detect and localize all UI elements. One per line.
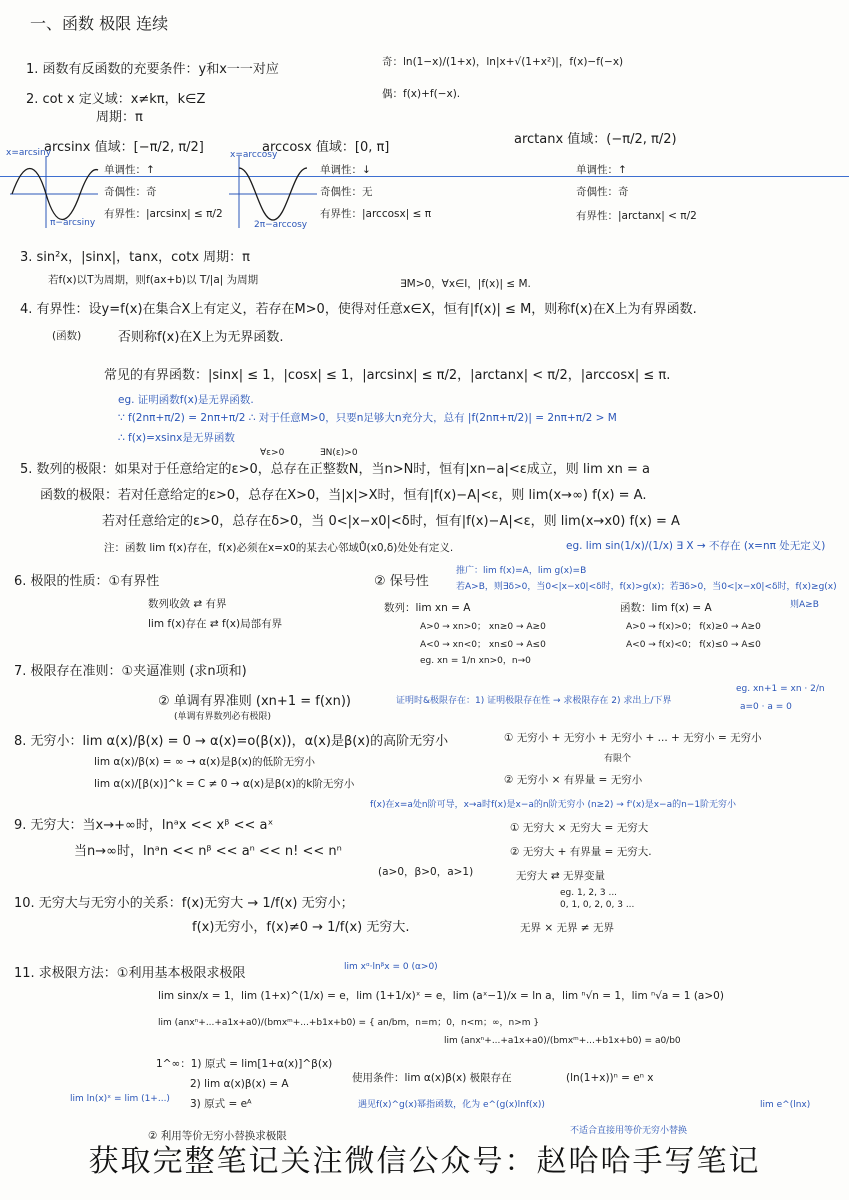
section-6-r2: A<0 → xn<0； xn≤0 → A≤0 [420, 640, 546, 650]
section-4-eg1: eg. 证明函数f(x)是无界函数. [118, 394, 254, 406]
section-1-odd: 奇：ln(1−x)/(1+x)，ln|x+√(1+x²)|，f(x)−f(−x) [382, 56, 624, 68]
section-4-eg3: ∴ f(x)=xsinx是无界函数 [118, 432, 235, 444]
section-11-remind: 遇见f(x)^g(x)幂指函数，化为 e^(g(x)lnf(x)) [358, 1100, 545, 1110]
section-5-seq: 5. 数列的极限：如果对于任意给定的ε>0，总存在正整数N，当n>N时，恒有|xn−a|<ε成立，则 lim xn = a [20, 462, 650, 477]
section-10-text: 10. 无穷大与无穷小的关系：f(x)无穷大 → 1/f(x) 无穷小； [14, 896, 354, 911]
arccos-parity: 奇偶性：无 [320, 186, 373, 198]
section-7-eg: eg. xn+1 = xn · 2/n [736, 684, 825, 694]
arctan-parity: 奇偶性：奇 [576, 186, 629, 198]
section-6-eg: eg. xn = 1/n xn>0，n→0 [420, 656, 531, 666]
section-6-r1: A>0 → xn>0； xn≥0 → A≥0 [420, 622, 546, 632]
section-8-note: f(x)在x=a处n阶可导，x→a时f(x)是x−a的n阶无穷小 (n≥2) → f'(x)是x−a的n−1阶无穷小 [370, 800, 737, 810]
section-6-func: lim f(x)存在 ⇄ f(x)局部有界 [148, 618, 283, 630]
section-11-left-note: lim ln(x)ˣ = lim (1+...) [70, 1094, 170, 1104]
section-1-text: 1. 函数有反函数的充要条件：y和x一一对应 [26, 62, 279, 77]
section-11-one2: 2) lim α(x)β(x) = A [190, 1078, 289, 1090]
section-3-sub: 若f(x)以T为周期，则f(ax+b)以 T/|a| 为周期 [48, 274, 259, 286]
section-10-right-eg2: 0, 1, 0, 2, 0, 3 ... [560, 900, 635, 910]
section-6-r3: A>0 → f(x)>0； f(x)≥0 → A≥0 [626, 622, 761, 632]
section-4-else: 否则称f(x)在X上为无界函数. [118, 330, 284, 345]
arccos-bound: 有界性：|arccosx| ≤ π [320, 208, 432, 220]
section-6-keep: ② 保号性 [374, 574, 429, 589]
section-9-cond: (a>0，β>0，a>1) [378, 866, 474, 878]
arcsin-graph-label2: π−arcsiny [50, 218, 96, 228]
section-5-note2: ∃N(ε)>0 [320, 448, 358, 458]
arcsin-range: arcsinx 值域：[−π/2, π/2] [44, 140, 204, 155]
section-10-l2: f(x)无穷小，f(x)≠0 → 1/f(x) 无穷大. [192, 920, 410, 935]
section-7-text: 7. 极限存在准则：①夹逼准则 (求n项和) [14, 664, 247, 679]
arccos-mono: 单调性：↓ [320, 164, 371, 176]
section-11-bottom: ② 利用等价无穷小替换求极限 [148, 1130, 287, 1142]
section-4-common: 常见的有界函数：|sinx| ≤ 1，|cosx| ≤ 1，|arcsinx| ≤ π/2，|arctanx| < π/2，|arccosx| ≤ π. [104, 368, 671, 383]
section-7-eg2: a=0 · a = 0 [740, 702, 792, 712]
section-11-poly: lim (anxⁿ+...+a1x+a0)/(bmxᵐ+...+b1x+b0) = { an/bm，n=m；0，n<m；∞，n>m } [158, 1018, 540, 1028]
arctan-range: arctanx 值域：(−π/2, π/2) [514, 132, 677, 147]
arccos-graph-label2: 2π−arccosy [254, 220, 308, 230]
section-4-tag: (函数) [52, 330, 82, 342]
arccos-graph [225, 150, 320, 230]
arccos-range: arccosx 值域：[0, π] [262, 140, 390, 155]
section-10-right1: 无穷大 ⇄ 无界变量 [516, 870, 605, 882]
section-9-l2: 当n→∞时，lnᵃn << nᵝ << aⁿ << n! << nⁿ [74, 844, 342, 859]
section-11-cond: 使用条件：lim α(x)β(x) 极限存在 [352, 1072, 512, 1084]
section-7-mono: ② 单调有界准则 (xn+1 = f(xn)) [158, 694, 351, 709]
section-1-even: 偶：f(x)+f(−x). [382, 88, 461, 100]
arccos-graph-label: x=arccosy [230, 150, 278, 160]
section-5-func1: 函数的极限：若对任意给定的ε>0，总存在X>0，当|x|>X时，恒有|f(x)−A|<ε，则 lim(x→∞) f(x) = A. [40, 488, 647, 503]
section-10-right2: 无界 × 无界 ≠ 无界 [520, 922, 614, 934]
section-6-seq: 数列收敛 ⇄ 有界 [148, 598, 227, 610]
section-11-one3: 3) 原式 = eᴬ [190, 1098, 252, 1110]
section-6-func-lim: 函数：lim f(x) = A [620, 602, 712, 614]
section-4-text: 4. 有界性：设y=f(x)在集合X上有定义，若存在M>0，使得对任意x∈X，恒有|f(x)| ≤ M，则称f(x)在X上为有界函数. [20, 302, 697, 317]
section-8-r2: ② 无穷小 × 有界量 = 无穷小 [504, 774, 643, 786]
section-6-text: 6. 极限的性质：①有界性 [14, 574, 160, 589]
section-4-note: ∃M>0，∀x∈I，|f(x)| ≤ M. [400, 278, 531, 290]
section-5-eg: eg. lim sin(1/x)/(1/x) ∃ X → 不存在 (x=nπ 处无定义) [566, 540, 826, 552]
section-3-text: 3. sin²x，|sinx|，tanx，cotx 周期：π [20, 250, 250, 265]
section-8-text: 8. 无穷小：lim α(x)/β(x) = 0 → α(x)=o(β(x))，α(x)是β(x)的高阶无穷小 [14, 734, 449, 749]
arctan-mono: 单调性：↑ [576, 164, 627, 176]
arctan-bound: 有界性：|arctanx| < π/2 [576, 210, 697, 222]
section-6-keep-res: 则A≥B [790, 600, 819, 610]
section-4-eg2: ∵ f(2nπ+π/2) = 2nπ+π/2 ∴ 对于任意M>0，只要n足够大n充分大，总有 |f(2nπ+π/2)| = 2nπ+π/2 > M [118, 412, 617, 424]
footer-banner [0, 1124, 849, 1200]
section-8-l3: lim α(x)/[β(x)]^k = C ≠ 0 → α(x)是β(x)的k阶无穷小 [94, 778, 355, 790]
section-11-basic: lim sinx/x = 1，lim (1+x)^(1/x) = e，lim (1+1/x)ˣ = e，lim (aˣ−1)/x = ln a，lim ⁿ√n = 1，lim ⁿ√a = 1 (a>0) [158, 990, 724, 1002]
section-6-seq-lim: 数列：lim xn = A [384, 602, 471, 614]
section-5-note3: 注：函数 lim f(x)存在，f(x)必须在x=x0的某去心邻域Ů(x0,δ)处处有定义. [104, 542, 454, 554]
section-8-l2: lim α(x)/β(x) = ∞ → α(x)是β(x)的低阶无穷小 [94, 756, 316, 768]
arcsin-parity: 奇偶性：奇 [104, 186, 157, 198]
section-11-right-bottom2: lim e^(lnx) [760, 1100, 811, 1110]
section-7-mono-note: 证明时&极限存在：1) 证明极限存在性 → 求极限存在 2) 求出上/下界 [396, 696, 672, 706]
page-title: 一、函数 极限 连续 [30, 14, 169, 33]
section-11-extra: (ln(1+x))ⁿ = eⁿ x [566, 1072, 654, 1084]
section-5-func2: 若对任意给定的ε>0，总存在δ>0，当 0<|x−x0|<δ时，恒有|f(x)−A|<ε，则 lim(x→x0) f(x) = A [102, 514, 680, 529]
footer-text: 获取完整笔记关注微信公众号：赵哈哈手写笔记 [88, 1144, 761, 1179]
section-8-r1: ① 无穷小 + 无穷小 + 无穷小 + ... + 无穷小 = 无穷小 [504, 732, 762, 744]
section-9-r1: ① 无穷大 × 无穷大 = 无穷大 [510, 822, 649, 834]
section-6-keep-note: 推广：lim f(x)=A，lim g(x)=B [456, 566, 587, 576]
section-8-r1b: 有限个 [604, 754, 632, 764]
section-11-one: 1^∞：1) 原式 = lim[1+α(x)]^β(x) [156, 1058, 333, 1070]
section-10-right-eg: eg. 1, 2, 3 ... [560, 888, 618, 898]
section-9-text: 9. 无穷大：当x→+∞时，lnᵃx << xᵝ << aˣ [14, 818, 274, 833]
section-11-text: 11. 求极限方法：①利用基本极限求极限 [14, 966, 246, 981]
section-2-period: 周期：π [96, 110, 143, 125]
section-9-r2: ② 无穷大 + 有界量 = 无穷大. [510, 846, 652, 858]
section-6-r4: A<0 → f(x)<0； f(x)≤0 → A≤0 [626, 640, 761, 650]
arcsin-mono: 单调性：↑ [104, 164, 155, 176]
section-11-right-bottom1: 不适合直接用等价无穷小替换 [570, 1126, 688, 1136]
section-6-keep-detail: 若A>B，则∃δ>0，当0<|x−x0|<δ时，f(x)>g(x)；若∃δ>0，当0<|x−x0|<δ时，f(x)≥g(x) [456, 582, 837, 592]
arcsin-graph-label: x=arcsiny [6, 148, 52, 158]
section-11-top: lim xᵅ·lnᵝx = 0 (α>0) [344, 962, 438, 972]
section-11-poly2: lim (anxⁿ+...+a1x+a0)/(bmxᵐ+...+b1x+b0) = a0/b0 [444, 1036, 681, 1046]
arcsin-bound: 有界性：|arcsinx| ≤ π/2 [104, 208, 223, 220]
section-5-note1: ∀ε>0 [260, 448, 285, 458]
section-2-text: 2. cot x 定义域：x≠kπ，k∈Z [26, 92, 206, 107]
section-7-mono-sub: (单调有界数列必有极限) [174, 712, 272, 722]
